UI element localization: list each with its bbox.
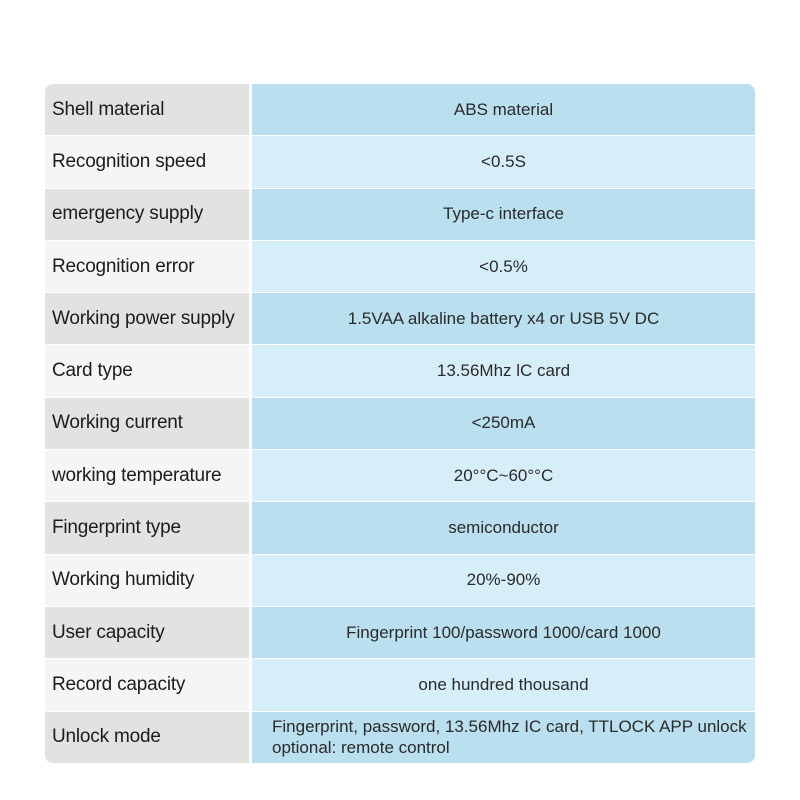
spec-row-recognition-error	[45, 240, 755, 292]
spec-row-unlock-mode	[45, 711, 755, 763]
spec-row-record-capacity	[45, 658, 755, 710]
spec-value: one hundred thousand	[249, 659, 755, 710]
spec-label: Recognition error	[45, 241, 249, 292]
spec-row-working-current	[45, 397, 755, 449]
spec-value: semiconductor	[249, 502, 755, 553]
spec-row-working-humidity	[45, 554, 755, 606]
spec-label: Fingerprint type	[45, 502, 249, 553]
spec-label: emergency supply	[45, 189, 249, 240]
spec-label: Working power supply	[45, 293, 249, 344]
spec-value: <250mA	[249, 398, 755, 449]
spec-label: Record capacity	[45, 659, 249, 710]
spec-label: Unlock mode	[45, 712, 249, 763]
spec-label: User capacity	[45, 607, 249, 658]
spec-label: Shell material	[45, 84, 249, 135]
spec-value: ABS material	[249, 84, 755, 135]
spec-value: <0.5S	[249, 136, 755, 187]
spec-value: Type-c interface	[249, 189, 755, 240]
spec-row-working-power-supply	[45, 292, 755, 344]
spec-row-shell-material	[45, 84, 755, 135]
spec-table	[45, 84, 755, 763]
spec-value-line: Fingerprint, password, 13.56Mhz IC card, TTLOCK APP unlock	[272, 717, 747, 737]
spec-label: Recognition speed	[45, 136, 249, 187]
spec-row-working-temperature	[45, 449, 755, 501]
spec-value-line: optional: remote control	[272, 738, 450, 758]
spec-row-card-type	[45, 344, 755, 396]
spec-row-emergency-supply	[45, 188, 755, 240]
spec-row-user-capacity	[45, 606, 755, 658]
spec-value: 20°°C~60°°C	[249, 450, 755, 501]
spec-value: 1.5VAA alkaline battery x4 or USB 5V DC	[249, 293, 755, 344]
spec-value: 13.56Mhz lC card	[249, 345, 755, 396]
spec-value: <0.5%	[249, 241, 755, 292]
spec-value: 20%-90%	[249, 555, 755, 606]
spec-value: Fingerprint 100/password 1000/card 1000	[249, 607, 755, 658]
spec-label: Working humidity	[45, 555, 249, 606]
spec-row-recognition-speed	[45, 135, 755, 187]
spec-label: Card type	[45, 345, 249, 396]
spec-label: Working current	[45, 398, 249, 449]
spec-value	[249, 712, 755, 763]
spec-row-fingerprint-type	[45, 501, 755, 553]
spec-label: working temperature	[45, 450, 249, 501]
